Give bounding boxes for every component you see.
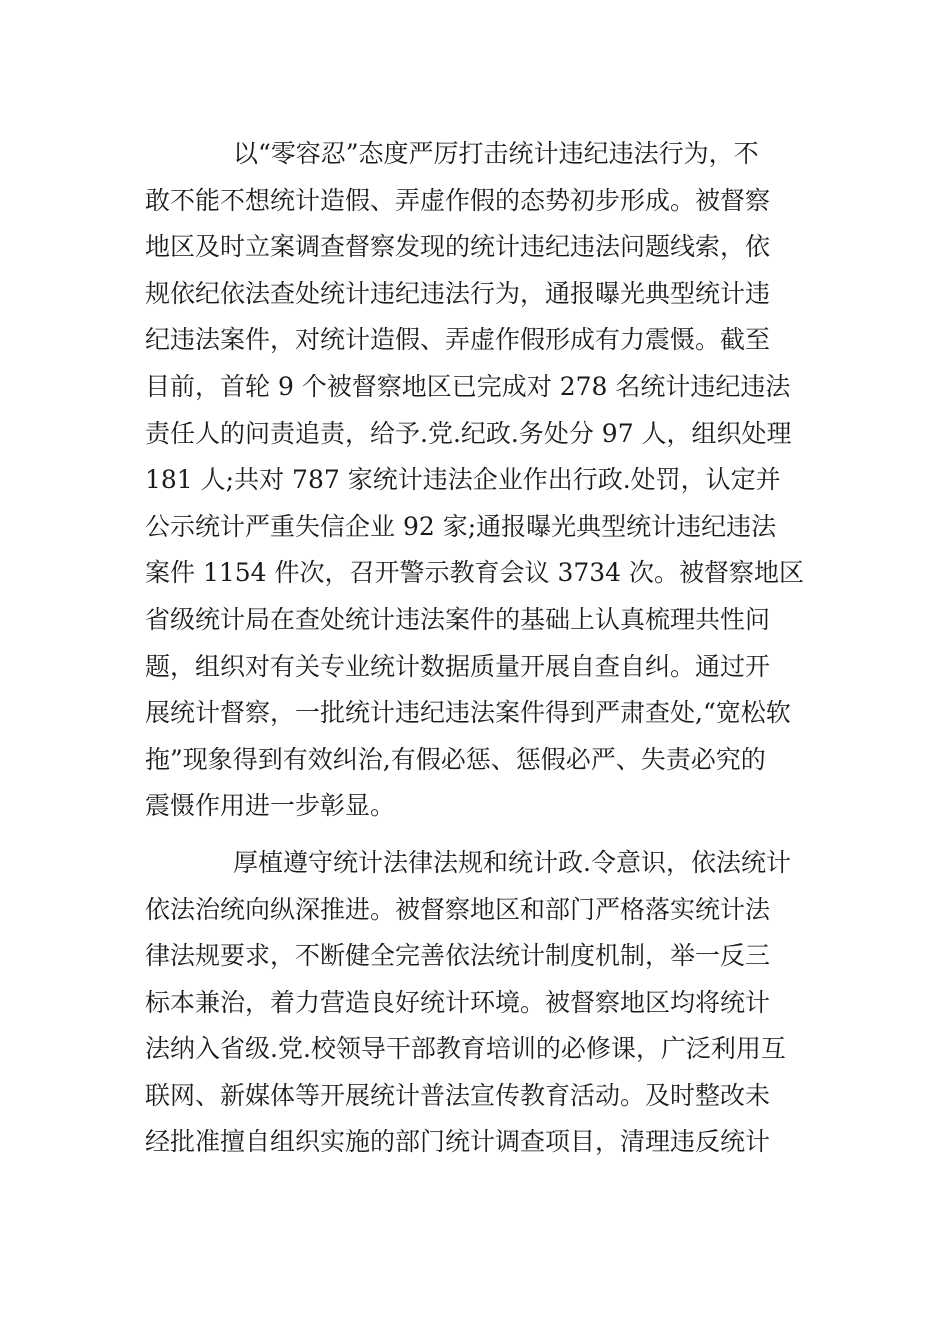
text-line: 责任人的问责追责，给予.党.纪政.务处分 97 人，组织处理 — [145, 418, 792, 448]
text-line: 律法规要求，不断健全完善依法统计制度机制，举一反三 — [145, 941, 771, 971]
text-line: 震慑作用进一步彰显。 — [145, 791, 396, 821]
text-line: 案件 1154 件次，召开警示教育会议 3734 次。被督察地区 — [145, 558, 805, 588]
text-line: 地区及时立案调查督察发现的统计违纪违法问题线索，依 — [145, 232, 771, 262]
text-line: 题，组织对有关专业统计数据质量开展自查自纠。通过开 — [145, 651, 771, 681]
text-line: 拖”现象得到有效纠治,有假必惩、惩假必严、失责必究的 — [145, 744, 766, 774]
paragraph-spacer — [145, 830, 815, 840]
text-line: 依法治统向纵深推进。被督察地区和部门严格落实统计法 — [145, 894, 771, 924]
text-line: 标本兼治，着力营造良好统计环境。被督察地区均将统计 — [145, 987, 771, 1017]
text-line: 纪违法案件，对统计造假、弄虚作假形成有力震慑。截至 — [145, 325, 771, 355]
paragraph-2 — [145, 840, 815, 1166]
document-body — [145, 131, 815, 1166]
text-line: 厚植遵守统计法律法规和统计政.令意识，依法统计 — [233, 847, 791, 877]
text-line: 公示统计严重失信企业 92 家;通报曝光典型统计违纪违法 — [145, 511, 777, 541]
text-line: 181 人;共对 787 家统计违法企业作出行政.处罚，认定并 — [145, 465, 781, 495]
text-line: 以“零容忍”态度严厉打击统计违纪违法行为，不 — [233, 139, 759, 168]
text-line: 省级统计局在查处统计违法案件的基础上认真梳理共性问 — [145, 604, 771, 634]
text-line: 规依纪依法查处统计违纪违法行为，通报曝光典型统计违 — [145, 278, 771, 308]
text-line: 展统计督察，一批统计违纪违法案件得到严肃查处,“宽松软 — [145, 698, 791, 728]
paragraph-1 — [145, 131, 815, 830]
text-line: 法纳入省级.党.校领导干部教育培训的必修课，广泛利用互 — [145, 1034, 786, 1064]
text-line: 联网、新媒体等开展统计普法宣传教育活动。及时整改未 — [145, 1080, 771, 1110]
text-line: 目前，首轮 9 个被督察地区已完成对 278 名统计违纪违法 — [145, 371, 791, 401]
text-line: 经批准擅自组织实施的部门统计调查项目，清理违反统计 — [145, 1127, 771, 1157]
text-line: 敢不能不想统计造假、弄虚作假的态势初步形成。被督察 — [145, 185, 771, 215]
